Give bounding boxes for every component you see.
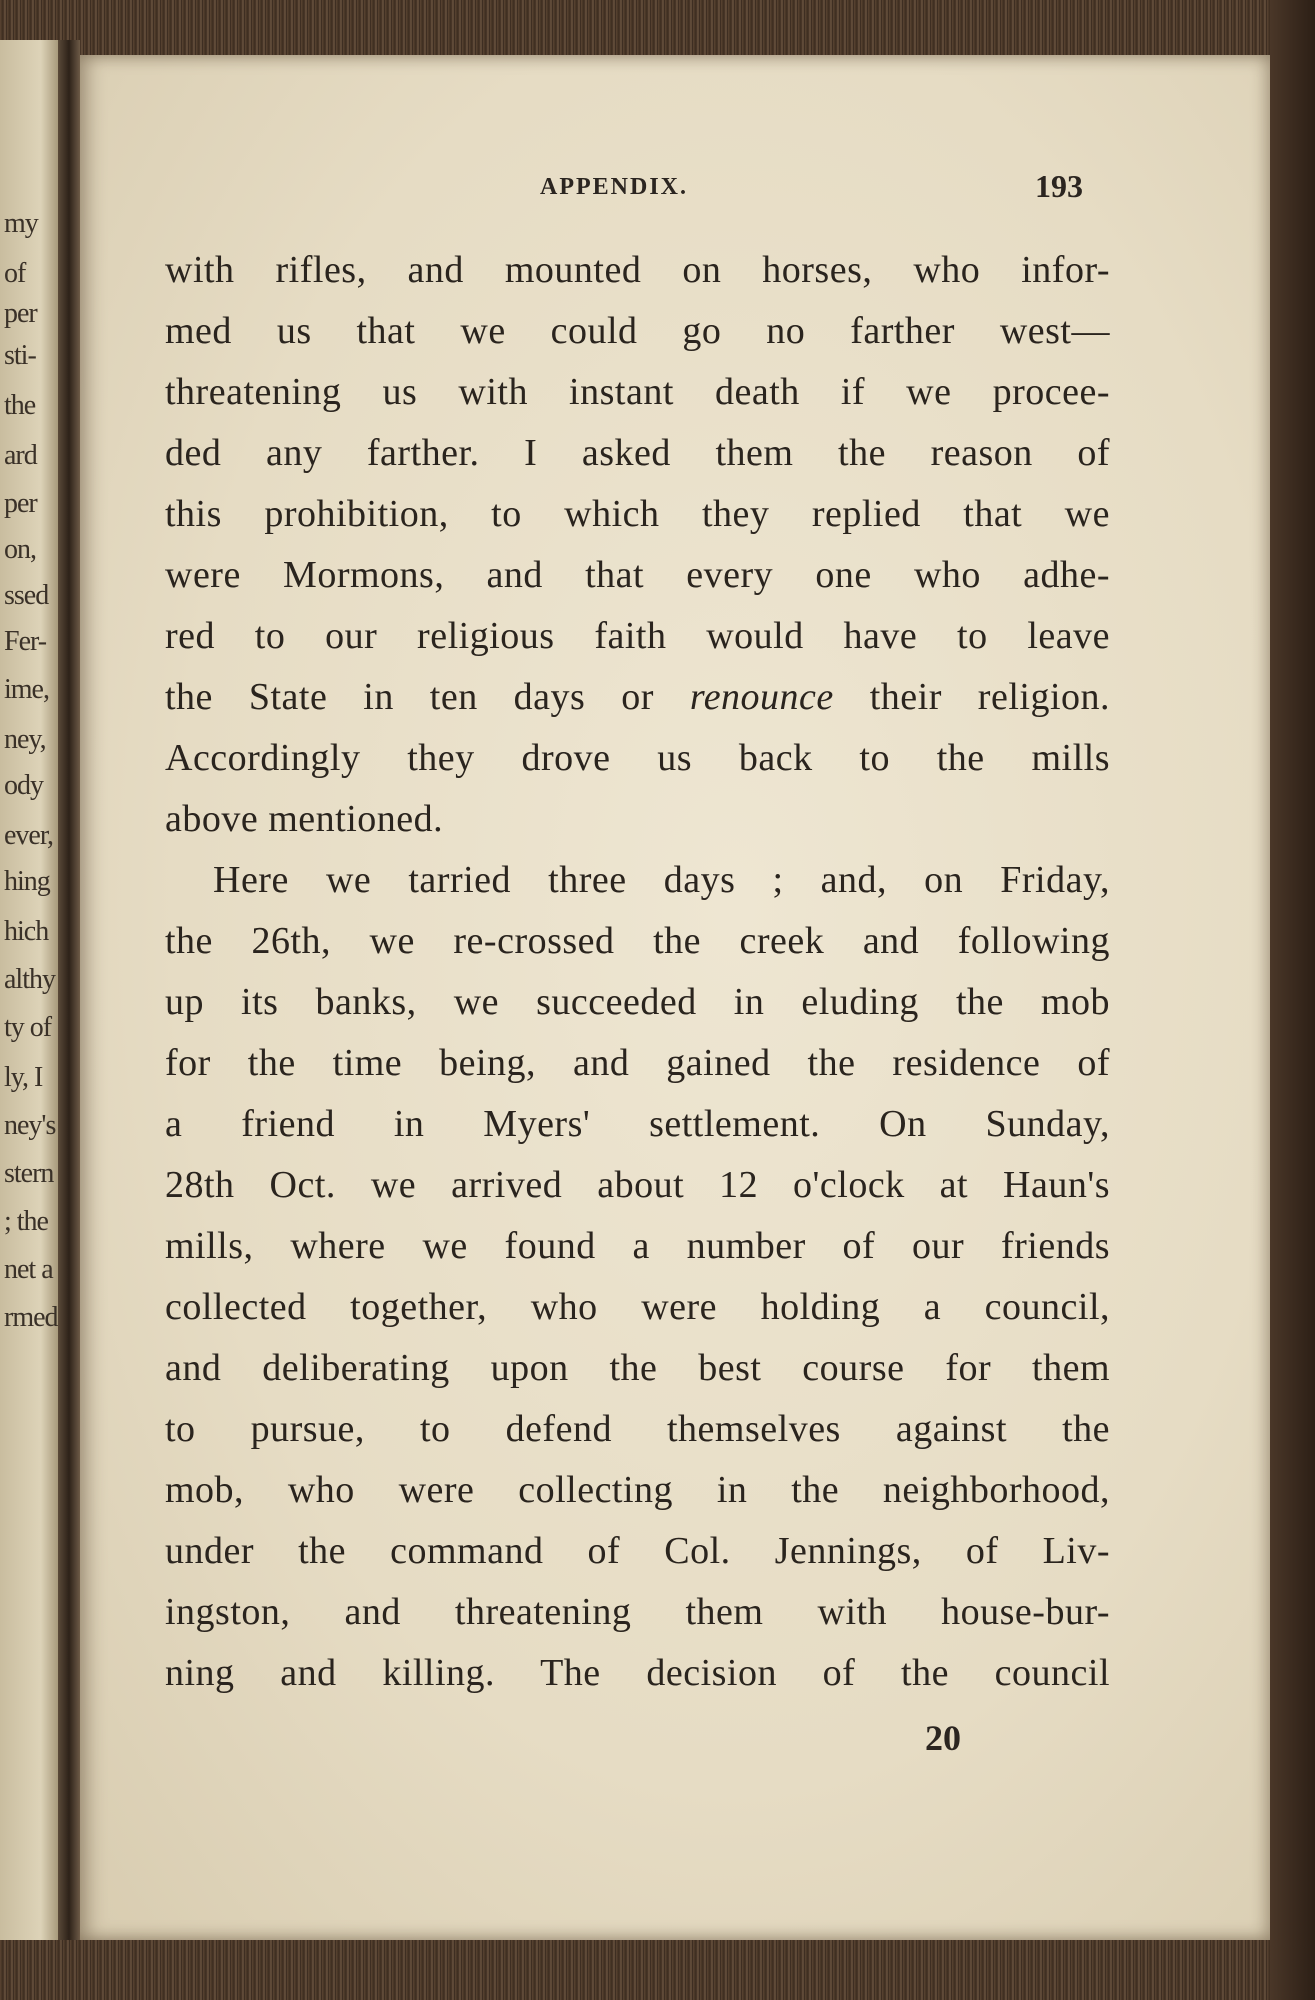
text-line: to pursue, to defend themselves against the [165,1408,1110,1450]
prev-page-fragment: sti- [4,340,36,371]
prev-page-fragment: of [4,258,26,289]
text-line: mills, where we found a number of our friends [165,1225,1110,1267]
prev-page-fragment: ty of [4,1012,52,1043]
text-line [165,667,1110,728]
running-head [80,170,1270,210]
prev-page-fragment: stern [4,1158,54,1189]
prev-page-fragment: ever, [4,820,54,851]
text-line: threatening us with instant death if we procee- [165,371,1110,413]
binding-top [0,0,1315,62]
text-line: Here we tarried three days ; and, on Friday, [213,859,1110,901]
prev-page-fragment: hich [4,916,49,947]
prev-page-fragment: ime, [4,674,49,705]
page-number: 193 [1035,168,1083,204]
emphasized-word: renounce [689,676,834,718]
prev-page-fragment: my [4,208,38,239]
prev-page-fragment: Fer- [4,626,47,657]
text-line: collected together, who were holding a council, [165,1286,1110,1328]
prev-page-fragment: ly, I [4,1062,43,1093]
text-line: this prohibition, to which they replied that we [165,493,1110,535]
book-gutter [58,40,80,1940]
prev-page-fragment: ney, [4,724,46,755]
prev-page-fragment: ody [4,770,43,801]
text-line: were Mormons, and that every one who adhe- [165,554,1110,596]
text-line: 28th Oct. we arrived about 12 o'clock at Haun's [165,1164,1110,1206]
prev-page-fragment: ssed [4,580,49,611]
previous-page-edge [0,40,58,1940]
prev-page-fragment: ard [4,440,37,471]
prev-page-fragment: per [4,488,37,519]
text-line: ning and killing. The decision of the council [165,1652,1110,1694]
prev-page-fragment: rmed [4,1302,58,1333]
text-line: with rifles, and mounted on horses, who infor- [165,249,1110,291]
text-line: med us that we could go no farther west— [165,310,1110,352]
signature-mark: 20 [925,1718,961,1758]
text-line: above mentioned. [165,798,444,840]
text-segment: the State in ten days or [165,676,654,718]
prev-page-fragment: hing [4,866,50,897]
text-line: Accordingly they drove us back to the mills [165,737,1110,779]
text-line: for the time being, and gained the residence of [165,1042,1110,1084]
text-line: a friend in Myers' settlement. On Sunday, [165,1103,1110,1145]
text-line: ded any farther. I asked them the reason of [165,432,1110,474]
text-line: mob, who were collecting in the neighborhood, [165,1469,1110,1511]
binding-right [1270,0,1315,2000]
text-line: the 26th, we re-crossed the creek and following [165,920,1110,962]
text-line: red to our religious faith would have to leave [165,615,1110,657]
text-line: up its banks, we succeeded in eluding the mob [165,981,1110,1023]
book-page [80,55,1270,1940]
text-segment: their religion. [869,676,1110,718]
text-line: ingston, and threatening them with house-bur- [165,1591,1110,1633]
text-line: and deliberating upon the best course for them [165,1347,1110,1389]
prev-page-fragment: the [4,390,36,421]
binding-bottom [0,1935,1315,2000]
body-text [165,240,1110,1704]
prev-page-fragment: althy [4,964,55,995]
prev-page-fragment: ; the [4,1206,48,1237]
running-head-title: APPENDIX. [540,174,688,200]
prev-page-fragment: per [4,298,37,329]
prev-page-fragment: on, [4,534,36,565]
prev-page-fragment: ney's [4,1110,56,1141]
prev-page-fragment: net a [4,1254,53,1285]
text-line: under the command of Col. Jennings, of Liv- [165,1530,1110,1572]
